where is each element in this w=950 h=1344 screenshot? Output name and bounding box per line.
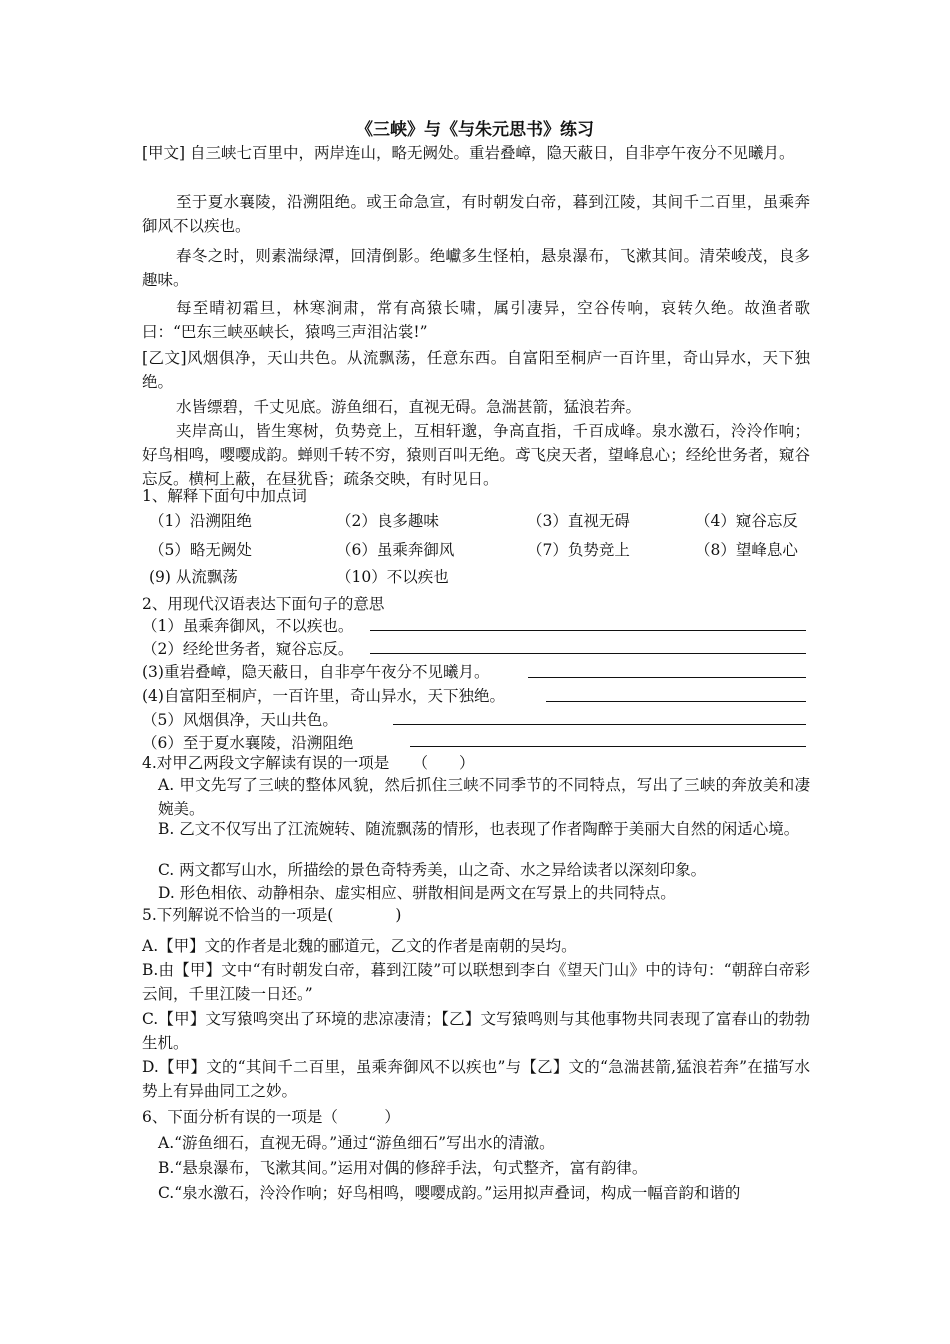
q2-item: （6）至于夏水襄陵，沿溯阻绝 [142, 734, 354, 752]
passage-jia-para-2: 至于夏水襄陵，沿溯阻绝。或王命急宣，有时朝发白帝，暮到江陵，其间千二百里，虽乘奔御风不以疾也。 [142, 193, 810, 235]
q4-option-c: C. 两文都写山水，所描绘的景色奇特秀美，山之奇、水之异给读者以深刻印象。 [158, 861, 707, 879]
q5-option-a: A.【甲】文的作者是北魏的郦道元，乙文的作者是南朝的吴均。 [142, 937, 577, 955]
question-4-stem: 4.对甲乙两段文字解读有误的一项是 （ ） [142, 754, 475, 772]
answer-line [370, 630, 806, 631]
q2-item: （2）经纶世务者，窥谷忘反。 [142, 640, 354, 658]
q5-option-b: B.由【甲】文中“有时朝发白帝，暮到江陵”可以联想到李白《望天门山》中的诗句：“朝辞白帝彩云间，千里江陵一日还。” [142, 961, 810, 1003]
question-2-stem: 2、用现代汉语表达下面句子的意思 [142, 595, 385, 613]
q5-option-d: D.【甲】文的“其间千二百里，虽乘奔御风不以疾也”与【乙】文的“急湍甚箭,猛浪若奔”在描写水势上有异曲同工之妙。 [142, 1058, 810, 1100]
passage-yi-para-1: [乙文]风烟俱净，天山共色。从流飘荡，任意东西。自富阳至桐庐一百许里，奇山异水，天下独绝。 [142, 349, 810, 391]
q1-item: （8）望峰息心 [695, 541, 798, 559]
q2-item: （1）虽乘奔御风，不以疾也。 [142, 617, 354, 635]
q4-option-a: A. 甲文先写了三峡的整体风貌，然后抓住三峡不同季节的不同特点，写出了三峡的奔放美和凄婉美。 [158, 776, 810, 818]
passage-yi-para-3: 夹岸高山，皆生寒树，负势竞上，互相轩邈，争高直指，千百成峰。泉水激石，泠泠作响；好鸟相鸣，嘤嘤成韵。蝉则千转不穷，猿则百叫无绝。鸢飞戾天者，望峰息心；经纶世务者，窥谷忘反。横柯上蔽，在昼犹昏；疏条交映，有时见日。 [142, 422, 810, 488]
q1-item: （6）虽乘奔御风 [336, 541, 455, 559]
passage-jia-para-1: [甲文] 自三峡七百里中，两岸连山，略无阙处。重岩叠嶂，隐天蔽日，自非亭午夜分不见曦月。 [142, 144, 795, 162]
q2-item: (4)自富阳至桐庐，一百许里，奇山异水，天下独绝。 [142, 687, 505, 705]
passage-jia-para-3: 春冬之时，则素湍绿潭，回清倒影。绝巘多生怪柏，悬泉瀑布，飞漱其间。清荣峻茂，良多趣味。 [142, 247, 810, 289]
answer-line [410, 746, 806, 747]
passage-jia-para-4: 每至晴初霜旦，林寒涧肃，常有高猿长啸，属引凄异，空谷传响，哀转久绝。故渔者歌曰：“巴东三峡巫峡长，猿鸣三声泪沾裳!” [142, 299, 810, 341]
answer-line [546, 701, 806, 702]
passage-yi-para-2: 水皆缥碧，千丈见底。游鱼细石，直视无碍。急湍甚箭，猛浪若奔。 [176, 398, 642, 416]
answer-line [393, 724, 806, 725]
page-title: 《三峡》与《与朱元思书》练习 [356, 120, 594, 140]
q6-option-c: C.“泉水激石，泠泠作响；好鸟相鸣，嘤嘤成韵。”运用拟声叠词，构成一幅音韵和谐的 [158, 1184, 741, 1202]
q5-option-c: C.【甲】文写猿鸣突出了环境的悲凉凄清；【乙】文写猿鸣则与其他事物共同表现了富春山的勃勃生机。 [142, 1010, 810, 1052]
q1-item: (9) 从流飘荡 [149, 568, 238, 586]
q1-item: （7）负势竞上 [527, 541, 630, 559]
answer-line [528, 677, 806, 678]
q4-option-d: D. 形色相依、动静相杂、虚实相应、骈散相间是两文在写景上的共同特点。 [158, 884, 676, 902]
q1-item: （1）沿溯阻绝 [149, 512, 252, 530]
q1-item: （5）略无阙处 [149, 541, 252, 559]
question-6-stem: 6、下面分析有误的一项是（ ） [142, 1108, 400, 1126]
q1-item: （4）窥谷忘反 [695, 512, 798, 530]
q1-item: （3）直视无碍 [527, 512, 630, 530]
question-1-stem: 1、解释下面句中加点词 [142, 487, 307, 505]
question-5-stem: 5.下列解说不恰当的一项是( ) [142, 906, 402, 924]
q6-option-b: B.“悬泉瀑布，飞漱其间。”运用对偶的修辞手法，句式整齐，富有韵律。 [158, 1159, 648, 1177]
q6-option-a: A.“游鱼细石，直视无碍。”通过“游鱼细石”写出水的清澈。 [158, 1134, 555, 1152]
q4-option-b: B. 乙文不仅写出了江流婉转、随流飘荡的情形，也表现了作者陶醉于美丽大自然的闲适心境。 [158, 820, 800, 838]
q1-item: （10）不以疾也 [336, 568, 449, 586]
q2-item: （5）风烟俱净，天山共色。 [142, 711, 338, 729]
q1-item: （2）良多趣味 [336, 512, 439, 530]
answer-line [370, 653, 806, 654]
q2-item: (3)重岩叠嶂，隐天蔽日，自非亭午夜分不见曦月。 [142, 663, 490, 681]
